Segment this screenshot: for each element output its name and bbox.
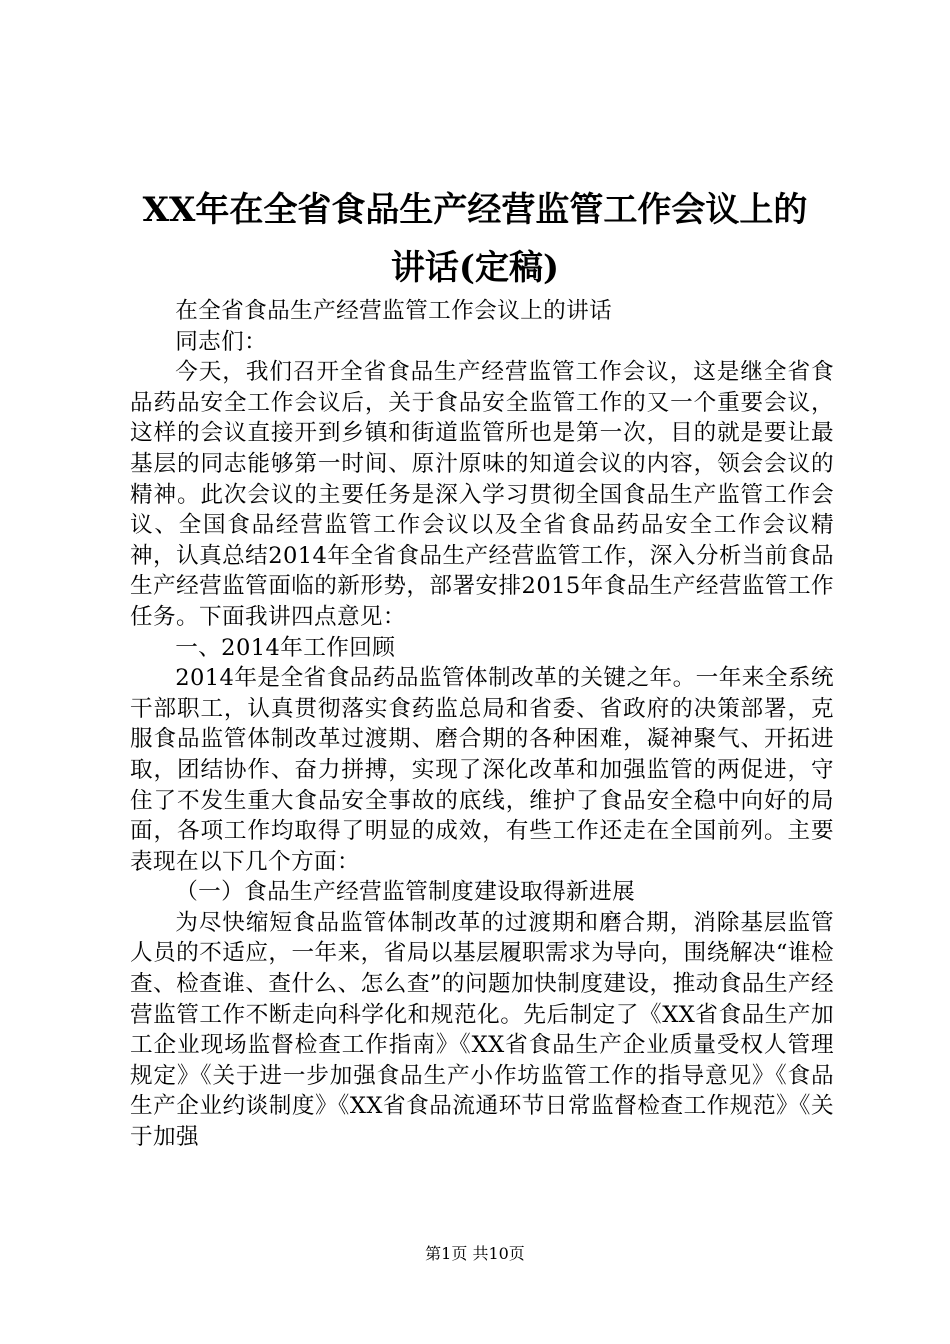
- salutation: 同志们：: [175, 328, 268, 355]
- document-title-line-2: 讲话(定稿): [390, 248, 560, 288]
- document-title-line-1: XX年在全省食品生产经营监管工作会议上的: [142, 190, 808, 230]
- body-paragraph: 为尽快缩短食品监管体制改革的过渡期和磨合期，消除基层监管人员的不适应，一年来，省局以基层履职需求为导向，围绕解决“谁检查、检查谁、查什么、怎么查”的问题加快制度建设，推动食品生产经营监管工作不断走向科学化和规范化。先后制定了《XX省食品生产加工企业现场监督检查工作指南》《XX省食品生产企业质量受权人管理规定》《关于进一步加强食品生产小作坊监管工作的指导意见》《食品生产企业约谈制度》《XX省食品流通环节日常监督检查工作规范》《关于加强: [130, 909, 834, 1151]
- page-footer: 第1页 共10页: [425, 1244, 525, 1263]
- document-body: [130, 296, 834, 1153]
- speech-subtitle: 在全省食品生产经营监管工作会议上的讲话: [175, 298, 613, 324]
- body-paragraph: 2014年是全省食品药品监管体制改革的关键之年。一年来全系统干部职工，认真贯彻落实食药监总局和省委、省政府的决策部署，克服食品监管体制改革过渡期、磨合期的各种困难，凝神聚气、开拓进取，团结协作、奋力拼搏，实现了深化改革和加强监管的两促进，守住了不发生重大食品安全事故的底线，维护了食品安全稳中向好的局面，各项工作均取得了明显的成效，有些工作还走在全国前列。主要表现在以下几个方面：: [130, 665, 834, 875]
- subsection-heading: （一）食品生产经营监管制度建设取得新进展: [175, 879, 636, 906]
- body-paragraph: 今天，我们召开全省食品生产经营监管工作会议，这是继全省食品药品安全工作会议后，关于食品安全监管工作的又一个重要会议，这样的会议直接开到乡镇和街道监管所也是第一次，目的就是要让最基层的同志能够第一时间、原汁原味的知道会议的内容，领会会议的精神。此次会议的主要任务是深入学习贯彻全国食品生产监管工作会议、全国食品经营监管工作会议以及全省食品药品安全工作会议精神，认真总结2014年全省食品生产经营监管工作，深入分析当前食品生产经营监管面临的新形势，部署安排2015年食品生产经营监管工作任务。下面我讲四点意见：: [130, 359, 834, 630]
- section-heading: 一、2014年工作回顾: [175, 634, 396, 661]
